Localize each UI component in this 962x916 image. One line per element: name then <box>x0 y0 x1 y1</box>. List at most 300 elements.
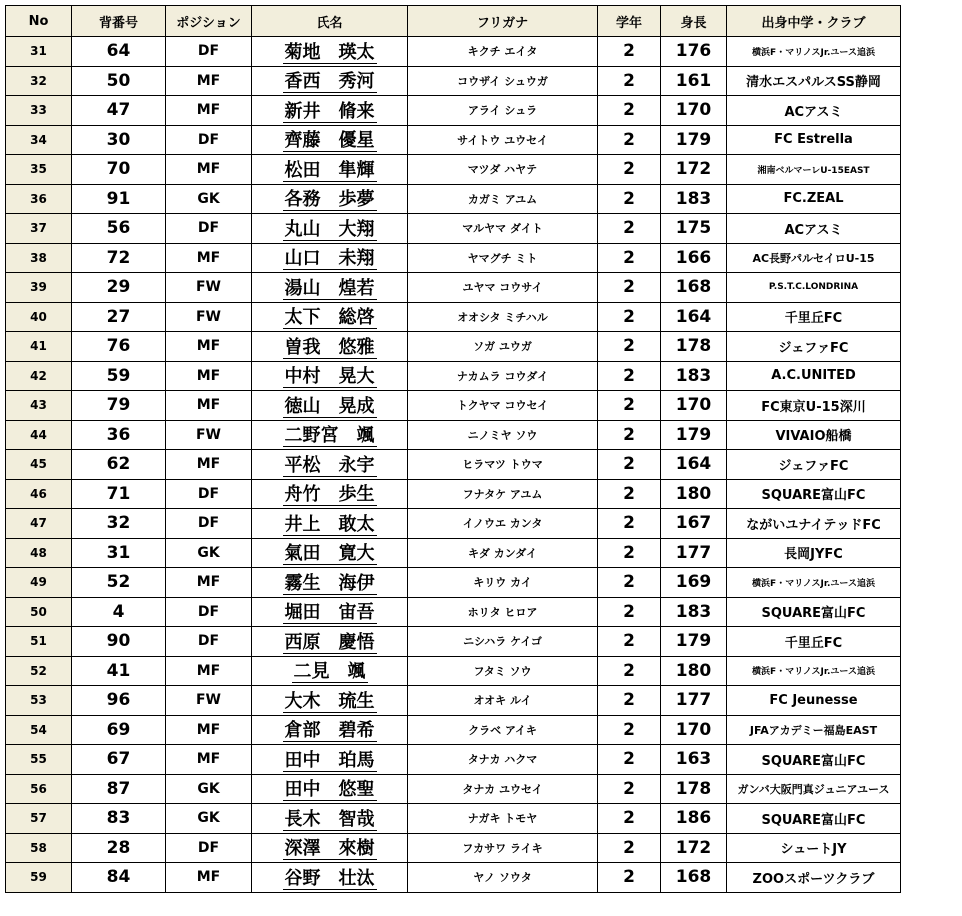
cell-name <box>252 37 408 67</box>
cell-kana: マルヤマ ダイト <box>408 214 598 244</box>
cell-club: ZOOスポーツクラブ <box>727 863 901 893</box>
cell-height: 183 <box>661 361 727 391</box>
cell-height: 163 <box>661 745 727 775</box>
cell-grade: 2 <box>598 863 661 893</box>
cell-club: 横浜F・マリノスJr.ユース追浜 <box>727 37 901 67</box>
cell-club: 千里丘FC <box>727 627 901 657</box>
cell-position: MF <box>166 863 252 893</box>
table-row <box>6 686 901 716</box>
cell-no: 48 <box>6 538 72 568</box>
cell-club: JFAアカデミー福島EAST <box>727 715 901 745</box>
cell-number: 87 <box>72 774 166 804</box>
cell-grade: 2 <box>598 302 661 332</box>
cell-height: 179 <box>661 627 727 657</box>
cell-height: 172 <box>661 155 727 185</box>
cell-club: A.C.UNITED <box>727 361 901 391</box>
cell-grade: 2 <box>598 627 661 657</box>
cell-number: 96 <box>72 686 166 716</box>
cell-position: MF <box>166 96 252 126</box>
cell-kana: クラベ アイキ <box>408 715 598 745</box>
cell-kana: カガミ アユム <box>408 184 598 214</box>
cell-position: MF <box>166 66 252 96</box>
cell-kana: ニノミヤ ソウ <box>408 420 598 450</box>
table-row <box>6 243 901 273</box>
cell-kana: フナタケ アユム <box>408 479 598 509</box>
cell-name <box>252 509 408 539</box>
cell-number: 67 <box>72 745 166 775</box>
cell-kana: ソガ ユウガ <box>408 332 598 362</box>
cell-number: 84 <box>72 863 166 893</box>
player-name: 倉部 碧希 <box>284 720 375 742</box>
cell-grade: 2 <box>598 656 661 686</box>
cell-name <box>252 391 408 421</box>
table-row <box>6 96 901 126</box>
table-row <box>6 420 901 450</box>
cell-name <box>252 745 408 775</box>
cell-no: 33 <box>6 96 72 126</box>
cell-name <box>252 214 408 244</box>
roster-body <box>6 37 901 893</box>
cell-height: 164 <box>661 450 727 480</box>
cell-no: 35 <box>6 155 72 185</box>
cell-club: P.S.T.C.LONDRINA <box>727 273 901 303</box>
header-club: 出身中学・クラブ <box>727 6 901 37</box>
header-kana: フリガナ <box>408 6 598 37</box>
player-name: 霧生 海伊 <box>284 572 375 594</box>
cell-name <box>252 450 408 480</box>
cell-number: 47 <box>72 96 166 126</box>
cell-kana: ナカムラ コウダイ <box>408 361 598 391</box>
cell-number: 56 <box>72 214 166 244</box>
cell-height: 167 <box>661 509 727 539</box>
player-name: 二見 颯 <box>293 661 366 683</box>
table-row <box>6 332 901 362</box>
cell-height: 172 <box>661 833 727 863</box>
cell-name <box>252 125 408 155</box>
cell-no: 54 <box>6 715 72 745</box>
header-number: 背番号 <box>72 6 166 37</box>
player-name: 西原 慶悟 <box>284 631 375 653</box>
player-name: 大木 琉生 <box>284 690 375 712</box>
cell-grade: 2 <box>598 568 661 598</box>
cell-number: 27 <box>72 302 166 332</box>
table-row <box>6 745 901 775</box>
cell-kana: ホリタ ヒロア <box>408 597 598 627</box>
cell-name <box>252 538 408 568</box>
cell-grade: 2 <box>598 214 661 244</box>
cell-grade: 2 <box>598 420 661 450</box>
player-name: 谷野 壮汰 <box>284 867 375 889</box>
cell-height: 168 <box>661 863 727 893</box>
player-name: 中村 晃大 <box>284 366 375 388</box>
table-row <box>6 450 901 480</box>
cell-number: 79 <box>72 391 166 421</box>
cell-name <box>252 833 408 863</box>
cell-position: FW <box>166 273 252 303</box>
header-grade: 学年 <box>598 6 661 37</box>
cell-number: 64 <box>72 37 166 67</box>
cell-kana: ヤノ ソウタ <box>408 863 598 893</box>
table-row <box>6 538 901 568</box>
cell-club: SQUARE富山FC <box>727 597 901 627</box>
cell-grade: 2 <box>598 804 661 834</box>
cell-height: 161 <box>661 66 727 96</box>
table-row <box>6 568 901 598</box>
player-name: 氣田 寛大 <box>284 543 375 565</box>
cell-name <box>252 273 408 303</box>
cell-grade: 2 <box>598 125 661 155</box>
cell-number: 70 <box>72 155 166 185</box>
cell-no: 39 <box>6 273 72 303</box>
cell-no: 51 <box>6 627 72 657</box>
cell-club: FC東京U-15深川 <box>727 391 901 421</box>
cell-no: 57 <box>6 804 72 834</box>
cell-height: 177 <box>661 686 727 716</box>
cell-club: SQUARE富山FC <box>727 479 901 509</box>
cell-name <box>252 155 408 185</box>
cell-grade: 2 <box>598 66 661 96</box>
cell-kana: キダ カンダイ <box>408 538 598 568</box>
cell-name <box>252 332 408 362</box>
cell-number: 91 <box>72 184 166 214</box>
cell-height: 183 <box>661 184 727 214</box>
cell-kana: フカサワ ライキ <box>408 833 598 863</box>
cell-club: ながいユナイテッドFC <box>727 509 901 539</box>
cell-kana: コウザイ シュウガ <box>408 66 598 96</box>
cell-no: 58 <box>6 833 72 863</box>
cell-no: 42 <box>6 361 72 391</box>
cell-club: FC Jeunesse <box>727 686 901 716</box>
cell-club: ジェファFC <box>727 450 901 480</box>
cell-grade: 2 <box>598 361 661 391</box>
cell-position: MF <box>166 656 252 686</box>
table-row <box>6 184 901 214</box>
cell-no: 56 <box>6 774 72 804</box>
table-row <box>6 804 901 834</box>
cell-kana: マツダ ハヤテ <box>408 155 598 185</box>
cell-name <box>252 66 408 96</box>
cell-position: DF <box>166 597 252 627</box>
player-name: 田中 珀馬 <box>284 749 375 771</box>
cell-grade: 2 <box>598 273 661 303</box>
cell-kana: キリウ カイ <box>408 568 598 598</box>
cell-no: 36 <box>6 184 72 214</box>
cell-club: 千里丘FC <box>727 302 901 332</box>
cell-height: 178 <box>661 332 727 362</box>
cell-position: MF <box>166 155 252 185</box>
cell-number: 29 <box>72 273 166 303</box>
cell-height: 176 <box>661 37 727 67</box>
cell-position: MF <box>166 243 252 273</box>
cell-kana: サイトウ ユウセイ <box>408 125 598 155</box>
cell-club: VIVAIO船橋 <box>727 420 901 450</box>
table-row <box>6 479 901 509</box>
player-name: 深澤 來樹 <box>284 838 375 860</box>
cell-position: DF <box>166 479 252 509</box>
cell-no: 31 <box>6 37 72 67</box>
table-row <box>6 125 901 155</box>
cell-grade: 2 <box>598 597 661 627</box>
cell-height: 169 <box>661 568 727 598</box>
cell-grade: 2 <box>598 37 661 67</box>
cell-position: MF <box>166 391 252 421</box>
player-name: 徳山 晃成 <box>284 395 375 417</box>
cell-club: SQUARE富山FC <box>727 804 901 834</box>
cell-no: 45 <box>6 450 72 480</box>
cell-grade: 2 <box>598 509 661 539</box>
cell-position: FW <box>166 302 252 332</box>
cell-name <box>252 479 408 509</box>
cell-position: DF <box>166 214 252 244</box>
player-name: 長木 智哉 <box>284 808 375 830</box>
player-name: 菊地 瑛太 <box>284 41 375 63</box>
cell-number: 72 <box>72 243 166 273</box>
cell-height: 180 <box>661 479 727 509</box>
table-row <box>6 66 901 96</box>
cell-position: MF <box>166 332 252 362</box>
cell-kana: ヤマグチ ミト <box>408 243 598 273</box>
cell-no: 32 <box>6 66 72 96</box>
cell-height: 170 <box>661 96 727 126</box>
table-row <box>6 37 901 67</box>
cell-kana: タナカ ハクマ <box>408 745 598 775</box>
player-name: 舟竹 歩生 <box>284 484 375 506</box>
cell-kana: ナガキ トモヤ <box>408 804 598 834</box>
cell-grade: 2 <box>598 96 661 126</box>
player-name: 山口 未翔 <box>284 248 375 270</box>
cell-name <box>252 243 408 273</box>
cell-number: 32 <box>72 509 166 539</box>
cell-no: 41 <box>6 332 72 362</box>
cell-kana: ヒラマツ トウマ <box>408 450 598 480</box>
cell-height: 170 <box>661 715 727 745</box>
player-name: 平松 永宇 <box>284 454 375 476</box>
cell-position: DF <box>166 627 252 657</box>
cell-number: 36 <box>72 420 166 450</box>
player-name: 田中 悠聖 <box>284 779 375 801</box>
cell-height: 166 <box>661 243 727 273</box>
cell-grade: 2 <box>598 745 661 775</box>
cell-position: GK <box>166 774 252 804</box>
cell-no: 47 <box>6 509 72 539</box>
table-row <box>6 597 901 627</box>
header-position: ポジション <box>166 6 252 37</box>
cell-name <box>252 597 408 627</box>
table-row <box>6 509 901 539</box>
cell-club: 長岡JYFC <box>727 538 901 568</box>
cell-number: 52 <box>72 568 166 598</box>
cell-club: FC Estrella <box>727 125 901 155</box>
cell-height: 177 <box>661 538 727 568</box>
cell-name <box>252 804 408 834</box>
player-name: 井上 敢太 <box>284 513 375 535</box>
cell-grade: 2 <box>598 155 661 185</box>
cell-height: 170 <box>661 391 727 421</box>
cell-no: 49 <box>6 568 72 598</box>
cell-name <box>252 361 408 391</box>
player-name: 新井 脩来 <box>284 100 375 122</box>
cell-position: MF <box>166 715 252 745</box>
player-name: 各務 歩夢 <box>284 189 375 211</box>
table-row <box>6 273 901 303</box>
cell-kana: キクチ エイタ <box>408 37 598 67</box>
cell-kana: タナカ ユウセイ <box>408 774 598 804</box>
cell-kana: オオキ ルイ <box>408 686 598 716</box>
cell-height: 179 <box>661 420 727 450</box>
cell-no: 55 <box>6 745 72 775</box>
cell-name <box>252 302 408 332</box>
cell-name <box>252 568 408 598</box>
player-name: 曽我 悠雅 <box>284 336 375 358</box>
cell-club: ジェファFC <box>727 332 901 362</box>
cell-kana: アライ シュラ <box>408 96 598 126</box>
cell-grade: 2 <box>598 686 661 716</box>
cell-no: 34 <box>6 125 72 155</box>
cell-club: AC長野パルセイロU-15 <box>727 243 901 273</box>
cell-kana: フタミ ソウ <box>408 656 598 686</box>
cell-grade: 2 <box>598 479 661 509</box>
cell-position: FW <box>166 420 252 450</box>
cell-name <box>252 715 408 745</box>
cell-position: MF <box>166 450 252 480</box>
cell-position: MF <box>166 745 252 775</box>
cell-height: 186 <box>661 804 727 834</box>
player-name: 松田 隼輝 <box>284 159 375 181</box>
cell-no: 50 <box>6 597 72 627</box>
table-row <box>6 715 901 745</box>
header-height: 身長 <box>661 6 727 37</box>
cell-position: DF <box>166 37 252 67</box>
cell-club: ガンバ大阪門真ジュニアユース <box>727 774 901 804</box>
table-row <box>6 214 901 244</box>
cell-position: MF <box>166 568 252 598</box>
table-row <box>6 361 901 391</box>
cell-grade: 2 <box>598 774 661 804</box>
cell-name <box>252 184 408 214</box>
cell-name <box>252 656 408 686</box>
player-name: 香西 秀河 <box>284 71 375 93</box>
cell-grade: 2 <box>598 833 661 863</box>
cell-no: 53 <box>6 686 72 716</box>
cell-height: 179 <box>661 125 727 155</box>
cell-position: GK <box>166 538 252 568</box>
cell-club: 横浜F・マリノスJr.ユース追浜 <box>727 568 901 598</box>
cell-kana: イノウエ カンタ <box>408 509 598 539</box>
cell-club: シュートJY <box>727 833 901 863</box>
cell-number: 50 <box>72 66 166 96</box>
cell-grade: 2 <box>598 391 661 421</box>
cell-position: GK <box>166 184 252 214</box>
cell-position: DF <box>166 833 252 863</box>
cell-no: 52 <box>6 656 72 686</box>
cell-number: 71 <box>72 479 166 509</box>
cell-number: 90 <box>72 627 166 657</box>
cell-position: GK <box>166 804 252 834</box>
cell-grade: 2 <box>598 715 661 745</box>
cell-number: 76 <box>72 332 166 362</box>
cell-club: 湘南ベルマーレU-15EAST <box>727 155 901 185</box>
player-name: 湯山 煌若 <box>284 277 375 299</box>
cell-kana: オオシタ ミチハル <box>408 302 598 332</box>
header-no: No <box>6 6 72 37</box>
cell-position: DF <box>166 509 252 539</box>
table-row <box>6 656 901 686</box>
cell-name <box>252 627 408 657</box>
cell-no: 46 <box>6 479 72 509</box>
cell-club: ACアスミ <box>727 96 901 126</box>
cell-height: 164 <box>661 302 727 332</box>
player-name: 太下 総啓 <box>284 307 375 329</box>
table-row <box>6 627 901 657</box>
cell-kana: トクヤマ コウセイ <box>408 391 598 421</box>
cell-height: 183 <box>661 597 727 627</box>
cell-number: 62 <box>72 450 166 480</box>
cell-number: 4 <box>72 597 166 627</box>
table-row <box>6 833 901 863</box>
cell-club: 横浜F・マリノスJr.ユース追浜 <box>727 656 901 686</box>
cell-no: 43 <box>6 391 72 421</box>
cell-height: 175 <box>661 214 727 244</box>
cell-position: FW <box>166 686 252 716</box>
cell-position: MF <box>166 361 252 391</box>
cell-number: 59 <box>72 361 166 391</box>
cell-club: FC.ZEAL <box>727 184 901 214</box>
cell-name <box>252 96 408 126</box>
header-row <box>6 6 901 37</box>
table-row <box>6 155 901 185</box>
table-row <box>6 863 901 893</box>
table-row <box>6 774 901 804</box>
cell-club: ACアスミ <box>727 214 901 244</box>
roster-table <box>5 5 901 893</box>
cell-number: 28 <box>72 833 166 863</box>
table-row <box>6 302 901 332</box>
cell-position: DF <box>166 125 252 155</box>
cell-number: 69 <box>72 715 166 745</box>
cell-grade: 2 <box>598 450 661 480</box>
player-name: 齊藤 優星 <box>284 130 375 152</box>
cell-name <box>252 420 408 450</box>
cell-number: 31 <box>72 538 166 568</box>
cell-no: 44 <box>6 420 72 450</box>
cell-height: 180 <box>661 656 727 686</box>
cell-name <box>252 863 408 893</box>
cell-number: 41 <box>72 656 166 686</box>
player-name: 丸山 大翔 <box>284 218 375 240</box>
cell-kana: ユヤマ コウサイ <box>408 273 598 303</box>
cell-height: 178 <box>661 774 727 804</box>
cell-grade: 2 <box>598 332 661 362</box>
table-row <box>6 391 901 421</box>
header-name: 氏名 <box>252 6 408 37</box>
player-name: 堀田 宙吾 <box>284 602 375 624</box>
cell-number: 30 <box>72 125 166 155</box>
cell-no: 38 <box>6 243 72 273</box>
cell-number: 83 <box>72 804 166 834</box>
cell-no: 59 <box>6 863 72 893</box>
player-name: 二野宮 颯 <box>284 425 375 447</box>
cell-height: 168 <box>661 273 727 303</box>
cell-kana: ニシハラ ケイゴ <box>408 627 598 657</box>
cell-no: 40 <box>6 302 72 332</box>
cell-no: 37 <box>6 214 72 244</box>
cell-club: 清水エスパルスSS静岡 <box>727 66 901 96</box>
cell-grade: 2 <box>598 243 661 273</box>
cell-club: SQUARE富山FC <box>727 745 901 775</box>
cell-name <box>252 774 408 804</box>
cell-name <box>252 686 408 716</box>
cell-grade: 2 <box>598 538 661 568</box>
